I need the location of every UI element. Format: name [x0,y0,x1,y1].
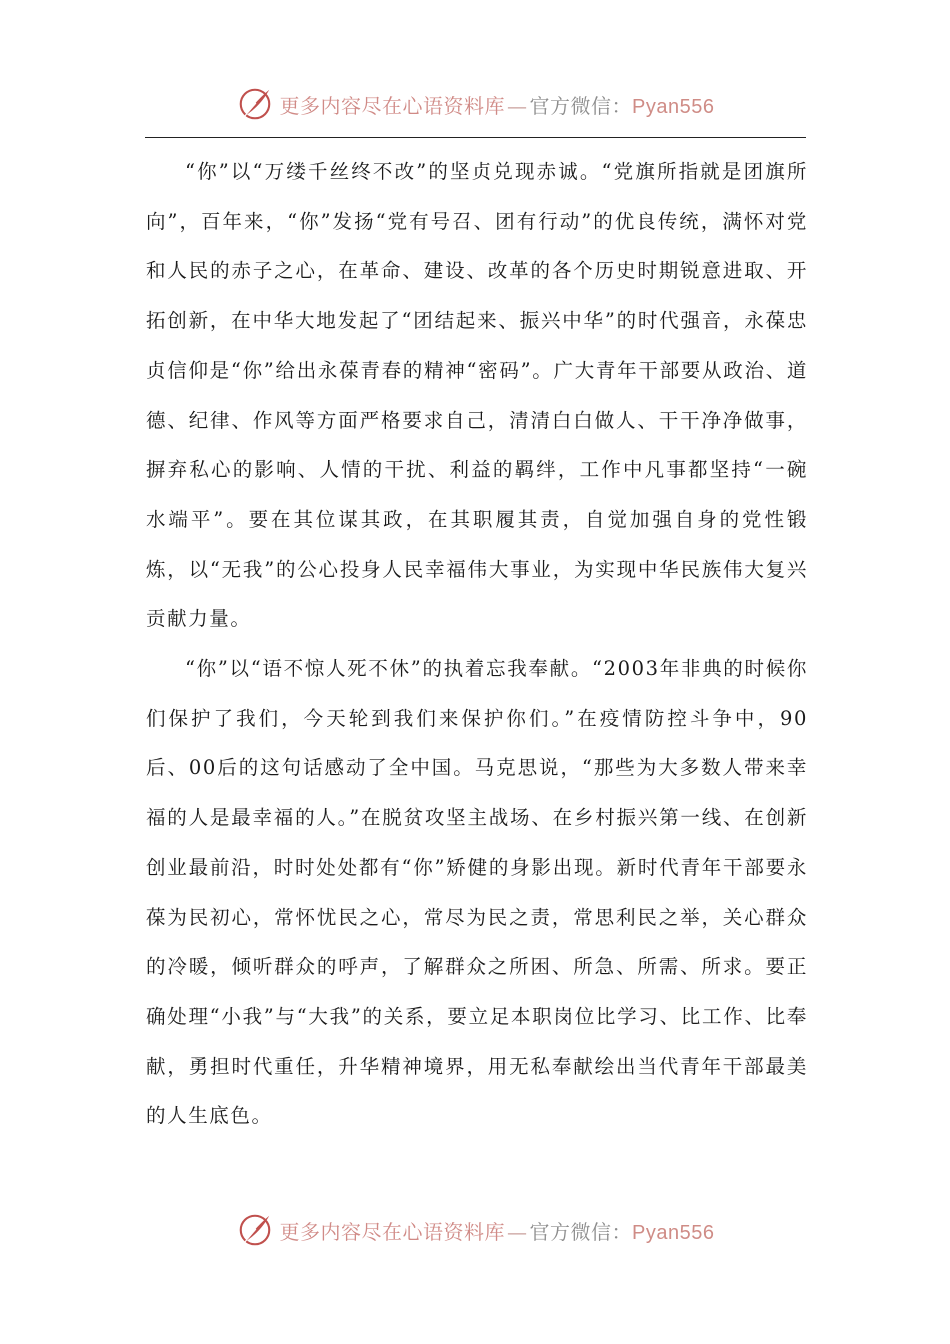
paragraph-1: “你”以“万缕千丝终不改”的坚贞兑现赤诚。“党旗所指就是团旗所向”，百年来，“你”发扬“党有号召、团有行动”的优良传统，满怀对党和人民的赤子之心，在革命、建设、改革的各个历史时期锐意进取、开拓创新，在中华大地发起了“团结起来、振兴中华”的时代强音，永葆忠贞信仰是“你”给出永葆青春的精神“密码”。广大青年干部要从政治、道德、纪律、作风等方面严格要求自己，清清白白做人、干干净净做事，摒弃私心的影响、人情的干扰、利益的羁绊，工作中凡事都坚持“一碗水端平”。要在其位谋其政，在其职履其责，自觉加强自身的党性锻炼，以“无我”的公心投身人民幸福伟大事业，为实现中华民族伟大复兴贡献力量。 [146,160,808,631]
header-wechat-id: Pyan556 [632,95,715,118]
header-label: 官方微信： [529,93,633,118]
footer-banner [0,1210,950,1250]
header-text [280,90,715,119]
quill-logo-icon [236,85,274,123]
footer-separator: — [507,1219,528,1244]
footer-wechat-id: Pyan556 [632,1221,715,1244]
footer-text [280,1216,715,1245]
header-divider [145,137,806,138]
header-banner [0,84,950,124]
footer-label: 官方微信： [529,1219,633,1244]
footer-prefix: 更多内容尽在心语资料库 [279,1219,506,1244]
header-prefix: 更多内容尽在心语资料库 [279,93,506,118]
paragraph-2: “你”以“语不惊人死不休”的执着忘我奉献。“2003年非典的时候你们保护了我们，今天轮到我们来保护你们。”在疫情防控斗争中，90后、00后的这句话感动了全中国。马克思说，“那些为大多数人带来幸福的人是最幸福的人。”在脱贫攻坚主战场、在乡村振兴第一线、在创新创业最前沿，时时处处都有“你”矫健的身影出现。新时代青年干部要永葆为民初心，常怀忧民之心，常尽为民之责，常思利民之举，关心群众的冷暖，倾听群众的呼声，了解群众之所困、所急、所需、所求。要正确处理“小我”与“大我”的关系，要立足本职岗位比学习、比工作、比奉献，勇担时代重任，升华精神境界，用无私奉献绘出当代青年干部最美的人生底色。 [146,657,808,1128]
document-body [146,147,808,1141]
header-separator: — [507,93,528,118]
quill-logo-icon [236,1211,274,1249]
